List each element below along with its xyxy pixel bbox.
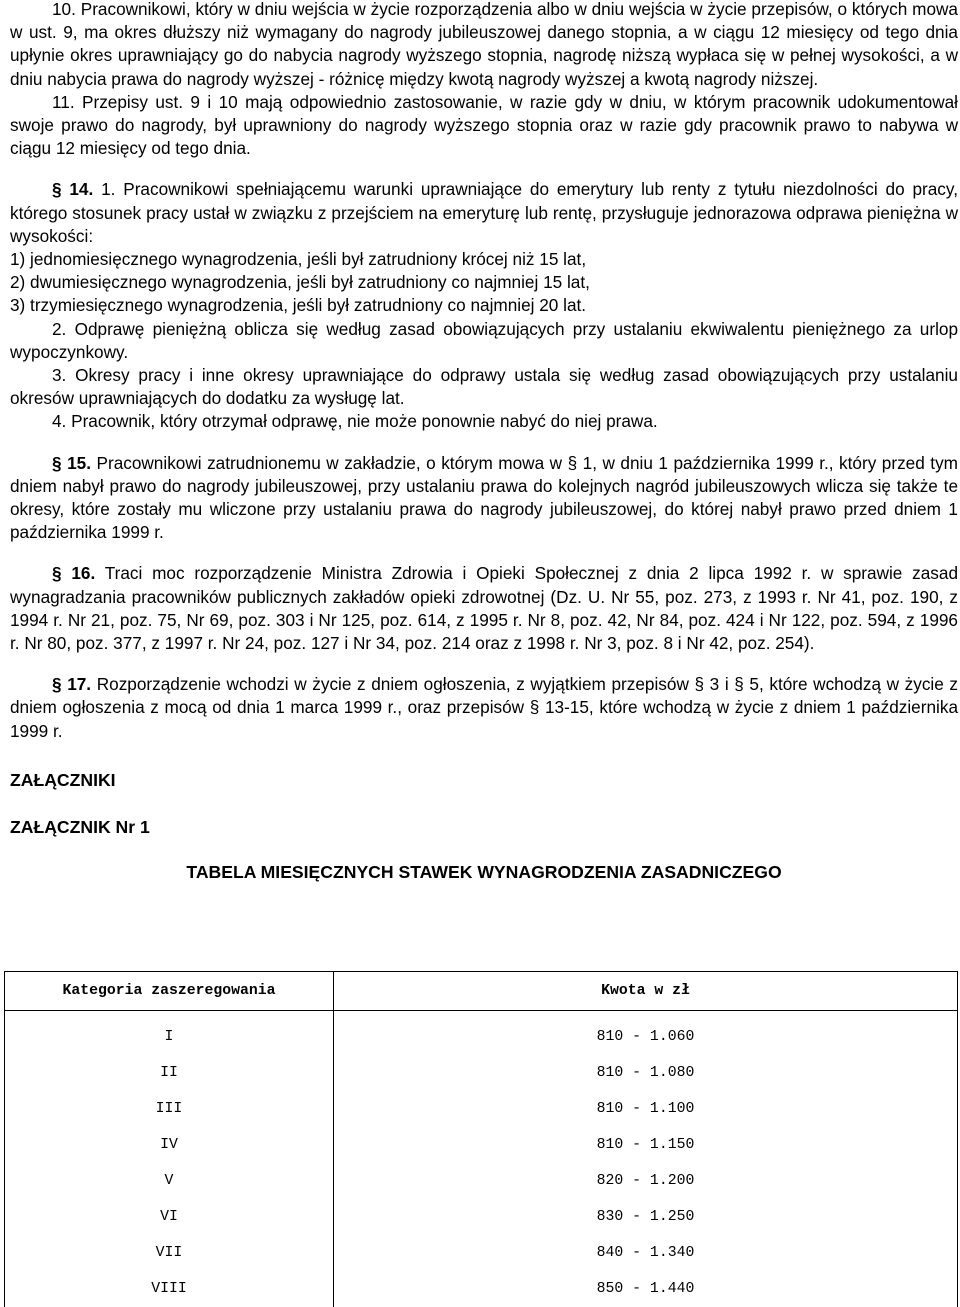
section-17 [10,673,958,743]
table-row [5,1235,958,1271]
attachments-heading: ZAŁĄCZNIKI [10,769,116,790]
category-cell: VII [5,1235,334,1271]
section-sign: § [52,563,62,584]
section-14-list [10,248,958,318]
amount-cell: 840 - 1.340 [334,1235,958,1271]
section-14-number: 14. [69,179,94,200]
section-sign: § [52,179,62,200]
section-sign: § [52,452,62,473]
table-row [5,1019,958,1055]
section-17-text: Rozporządzenie wchodzi w życie z dniem ogłoszenia, z wyjątkiem przepisów § 3 i § 5, które wchodzą w życie z dniem ogłoszenia z mocą od dnia 1 marca 1999 r., oraz przepisów § 13-15, które wchodzą w życie z dniem 1 października 1999 r. [10,674,959,741]
amount-cell: 810 - 1.100 [334,1091,958,1127]
attachment-1-heading: ZAŁĄCZNIK Nr 1 [10,816,150,837]
salary-table [4,971,958,1307]
table-row [5,1163,958,1199]
table-row [5,1091,958,1127]
table-row [5,1127,958,1163]
column-header-amount: Kwota w zł [334,972,958,1011]
category-cell: III [5,1091,334,1127]
section-16-number: 16. [71,563,96,584]
paragraph-11: 11. Przepisy ust. 9 i 10 mają odpowiednio zastosowanie, w razie gdy w dniu, w którym pracownik udokumentował swoje prawo do nagrody, był uprawniony do nagrody wyższego stopnia oraz w razie gdy pracownik prawo to nabywa w ciągu 12 miesięcy od tego dnia. [10,91,958,159]
list-item: 3) trzymiesięcznego wynagrodzenia, jeśli był zatrudniony co najmniej 20 lat. [10,295,587,316]
amount-cell: 820 - 1.200 [334,1163,958,1199]
amount-cell: 810 - 1.060 [334,1019,958,1055]
list-item: 2) dwumiesięcznego wynagrodzenia, jeśli był zatrudniony co najmniej 15 lat, [10,272,590,293]
category-cell: I [5,1019,334,1055]
section-14-text-1: 1. Pracownikowi spełniającemu warunki uprawniające do emerytury lub renty z tytułu niezdolności do pracy, którego stosunek pracy ustał w związku z przejściem na emeryturę lub rentę, przysługuje jednorazowa odprawa pieniężna w wysokości: [10,179,958,246]
section-14-para-4: 4. Pracownik, który otrzymał odprawę, nie może ponownie nabyć do niej prawa. [52,411,658,432]
table-header-row [5,972,958,1011]
table-row [5,1199,958,1235]
amount-cell: 810 - 1.150 [334,1127,958,1163]
section-14-para-3: 3. Okresy pracy i inne okresy uprawniające do odprawy ustala się według zasad obowiązujących przy ustalaniu okresów uprawniających do dodatku za wysługę lat. [10,365,958,409]
section-15-text: Pracownikowi zatrudnionemu w zakładzie, o którym mowa w § 1, w dniu 1 października 1999 r., który przed tym dniem nabył prawo do nagrody jubileuszowej, przy ustalaniu prawa do kolejnych nagród jubileuszowych wlicza się także te okresy, które zostały mu wliczone przy ustalaniu prawa do nagrody jubileuszowej, do której nabył prawo przed dniem 1 października 1999 r. [10,452,958,543]
section-17-number: 17. [67,674,92,695]
section-16 [10,562,958,655]
category-cell: VIII [5,1271,334,1307]
section-15 [10,452,958,545]
section-16-text: Traci moc rozporządzenie Ministra Zdrowia i Opieki Społecznej z dnia 2 lipca 1992 r. w sprawie zasad wynagradzania pracowników publicznych zakładów opieki zdrowotnej (Dz. U. Nr 55, poz. 273, z 1993 r. Nr 41, poz. 190, z 1994 r. Nr 21, poz. 75, Nr 69, poz. 303 i Nr 125, poz. 614, z 1995 r. Nr 8, poz. 42, Nr 84, poz. 424 i Nr 122, poz. 594, z 1996 r. Nr 80, poz. 377, z 1997 r. Nr 24, poz. 127 i Nr 34, poz. 214 oraz z 1998 r. Nr 3, poz. 8 i Nr 42, poz. 254). [10,563,959,654]
table-row [5,1271,958,1307]
section-15-number: 15. [67,452,91,473]
amount-cell: 810 - 1.080 [334,1055,958,1091]
list-item: 1) jednomiesięcznego wynagrodzenia, jeśli był zatrudniony krócej niż 15 lat, [10,249,587,270]
section-14-para-1 [10,178,958,248]
section-14-para-2: 2. Odprawę pieniężną oblicza się według zasad obowiązujących przy ustalaniu ekwiwalentu pieniężnego za urlop wypoczynkowy. [10,318,958,362]
amount-cell: 830 - 1.250 [334,1199,958,1235]
column-header-category: Kategoria zaszeregowania [5,972,334,1011]
category-cell: IV [5,1127,334,1163]
amount-cell: 850 - 1.440 [334,1271,958,1307]
paragraph-10: 10. Pracownikowi, który w dniu wejścia w życie rozporządzenia albo w dniu wejścia w życie przepisów, o których mowa w ust. 9, ma okres dłuższy niż wymagany do nagrody jubileuszowej danego stopnia, a w ciągu 12 miesięcy od tego dnia upłynie okres uprawniający go do nabycia nagrody wyższego stopnia, nagrodę niższą wypłaca się w pełnej wysokości, a w dniu nabycia prawa do nagrody wyższej - różnicę między kwotą nagrody wyższej a kwotą nagrody niższej. [10,0,958,89]
document-page [10,0,958,884]
table-title: TABELA MIESIĘCZNYCH STAWEK WYNAGRODZENIA ZASADNICZEGO [186,861,782,882]
category-cell: VI [5,1199,334,1235]
section-sign: § [52,674,62,695]
table-row [5,1055,958,1091]
category-cell: II [5,1055,334,1091]
category-cell: V [5,1163,334,1199]
